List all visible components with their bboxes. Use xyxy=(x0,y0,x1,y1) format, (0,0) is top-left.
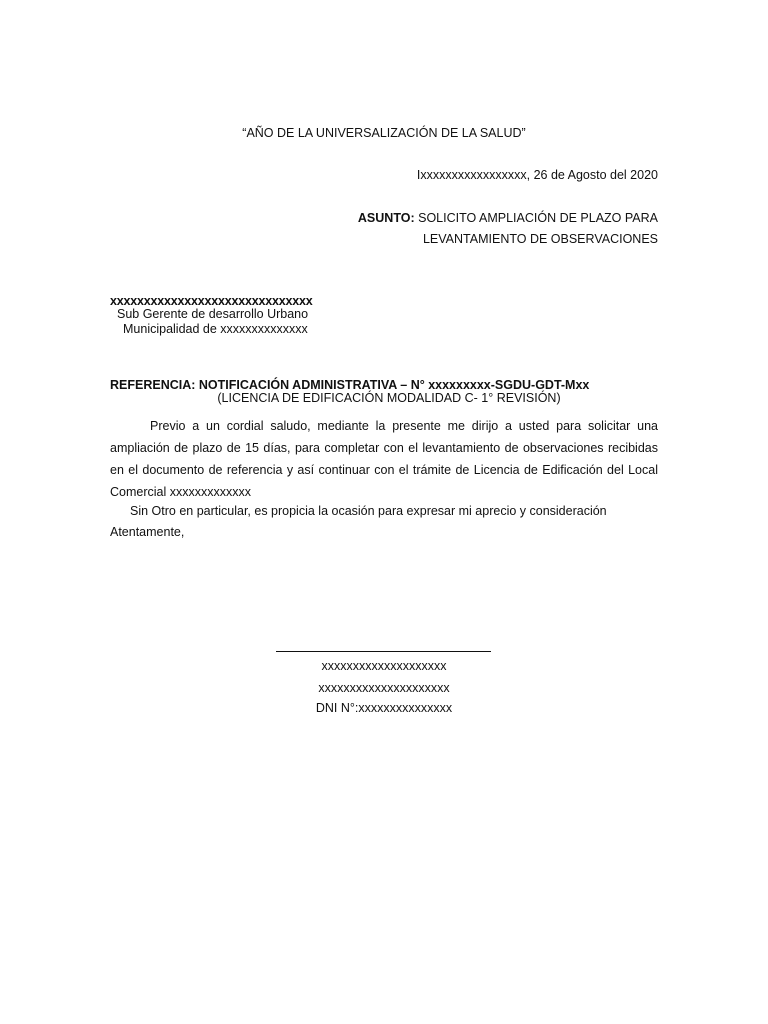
reference-subtitle xyxy=(0,391,768,405)
closing-line: Sin Otro en particular, es propicia la ocasión para expresar mi aprecio y consideración xyxy=(130,504,607,518)
body-paragraph: Previo a un cordial saludo, mediante la presente me dirijo a usted para solicitar una ampliación de plazo de 15 días, para completar con el levantamiento de observaciones recibidas en el documento de referencia y así continuar con el trámite de Licencia de Edificación del Local Comercial xxxxxxxxxxxxx xyxy=(110,419,658,499)
subject-text-2: LEVANTAMIENTO DE OBSERVACIONES xyxy=(422,232,658,246)
signature-title: xxxxxxxxxxxxxxxxxxxxx xyxy=(318,681,450,695)
recipient-organization: Municipalidad de xxxxxxxxxxxxxx xyxy=(123,322,308,336)
subject-line-1 xyxy=(358,208,658,229)
signature-dni: DNI N°:xxxxxxxxxxxxxxx xyxy=(315,701,453,715)
recipient-name: xxxxxxxxxxxxxxxxxxxxxxxxxxxxxx xyxy=(110,294,313,308)
reference-subtitle-text: (LICENCIA DE EDIFICACIÓN MODALIDAD C- 1° REVISIÓN) xyxy=(217,391,561,405)
year-heading: “AÑO DE LA UNIVERSALIZACIÓN DE LA SALUD” xyxy=(242,126,526,140)
signature-name: xxxxxxxxxxxxxxxxxxxx xyxy=(321,659,447,673)
recipient-role: Sub Gerente de desarrollo Urbano xyxy=(117,307,309,321)
reference-title: REFERENCIA: NOTIFICACIÓN ADMINISTRATIVA – N° xxxxxxxxx-SGDU-GDT-Mxx xyxy=(110,378,590,392)
subject-text-1: SOLICITO AMPLIACIÓN DE PLAZO PARA xyxy=(418,211,658,225)
place-date: Ixxxxxxxxxxxxxxxxx, 26 de Agosto del 2020 xyxy=(416,168,658,182)
subject-label: ASUNTO: xyxy=(357,211,415,225)
subject-block xyxy=(358,208,658,250)
signature-line xyxy=(276,651,491,652)
farewell: Atentamente, xyxy=(110,525,185,539)
